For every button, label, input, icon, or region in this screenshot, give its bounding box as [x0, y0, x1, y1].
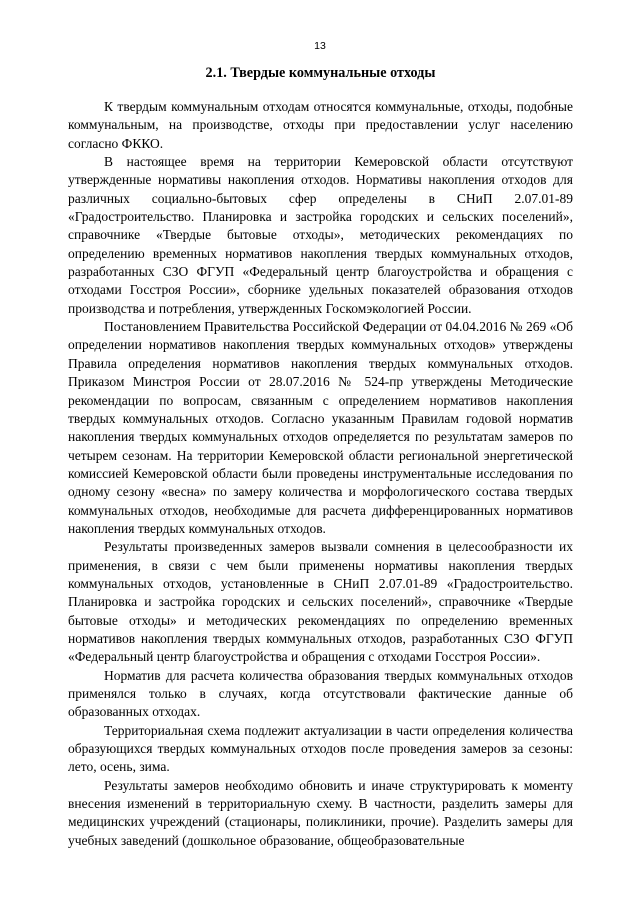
paragraph: Постановлением Правительства Российской Федерации от 04.04.2016 № 269 «Об определении нормативов накопления твердых коммунальных отходов» утверждены Правила определения нормативов накопления твердых коммунальных отходов. Приказом Минстроя России от 28.07.2016 № 524-пр утверждены Методические рекомендации по вопросам, связанным с определением нормативов накопления твердых коммунальных отходов. Согласно указанным Правилам годовой норматив накопления твердых коммунальных отходов определяется по результатам замеров по четырем сезонам. На территории Кемеровской области региональной энергетической комиссией Кемеровской области были проведены инструментальные исследования по одному сезону «весна» по замеру количества и морфологического состава твердых коммунальных отходов, необходимые для расчета дифференцированных нормативов накопления твердых коммунальных отходов.: [68, 319, 573, 536]
paragraph: Норматив для расчета количества образования твердых коммунальных отходов применялся только в случаях, когда отсутствовали фактические данные об образованных отходах.: [68, 667, 573, 720]
paragraph: К твердым коммунальным отходам относятся коммунальные, отходы, подобные коммунальным, на производстве, отходы при предоставлении услуг населению согласно ФККО.: [68, 99, 573, 151]
paragraph: В настоящее время на территории Кемеровской области отсутствуют утвержденные нормативы накопления отходов. Нормативы накопления отходов для различных социально-бытовых сфер определены в СНиП 2.07.01-89 «Градостроительство. Планировка и застройка городских и сельских поселений», справочнике «Твердые бытовые отходы», методических рекомендациях по определению временных нормативов накопления твердых коммунальных отходов, разработанных СЗО ФГУП «Федеральный центр благоустройства и обращения с отходами Госстроя России», сборнике удельных показателей образования отходов производства и потребления, утвержденных Госкомэкологией России.: [68, 154, 573, 316]
paragraph: Территориальная схема подлежит актуализации в части определения количества образующихся твердых коммунальных отходов после проведения замеров за сезоны: лето, осень, зима.: [68, 722, 573, 775]
section-heading: 2.1. Твердые коммунальные отходы: [205, 65, 436, 81]
paragraph: Результаты произведенных замеров вызвали сомнения в целесообразности их применения, в связи с чем были применены нормативы накопления твердых коммунальных отходов, установленные в СНиП 2.07.01-89 «Градостроительство. Планировка и застройка городских и сельских поселений», справочнике «Твердые бытовые отходы» и методических рекомендациях по определению временных нормативов накопления твердых коммунальных отходов, разработанных СЗО ФГУП «Федеральный центр благоустройства и обращения с отходами Госстроя России».: [68, 539, 573, 665]
body-text: [68, 98, 573, 850]
page-number: 13: [314, 40, 326, 52]
paragraph: Результаты замеров необходимо обновить и иначе структурировать к моменту внесения изменений в территориальную схему. В частности, разделить замеры для медицинских учреждений (стационары, поликлиники, прочие). Разделить замеры для учебных заведений (дошкольное образование, общеобразовательные: [68, 777, 573, 848]
